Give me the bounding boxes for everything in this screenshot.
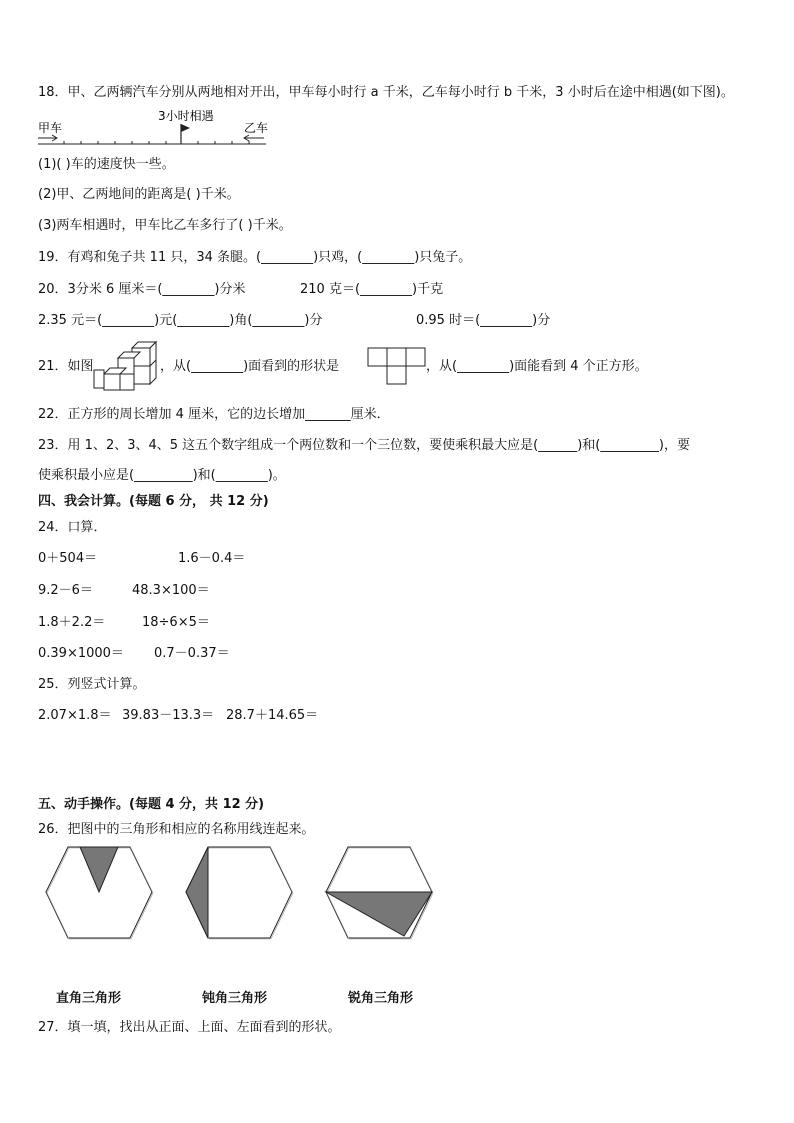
hexagon-figure-2 [184,846,294,940]
oral-calc-item: 1.8＋2.2＝ [38,615,106,630]
section5-title: 五、动手操作。(每题 4 分，共 12 分) [38,797,265,812]
label-obtuse-triangle: 钝角三角形 [202,991,268,1006]
q21-prefix: 21．如图 [38,359,94,374]
q22: 22．正方形的周长增加 4 厘米，它的边长增加_______厘米． [38,407,390,422]
oral-calc-item: 0.7－0.37＝ [154,646,230,661]
hexagon-figure-3 [324,846,434,940]
q20-line1b: 210 克＝(________)千克 [300,282,444,297]
q27: 27．填一填，找出从正面、上面、左面看到的形状。 [38,1020,341,1035]
q21-suffix: ，从(________)面能看到 4 个正方形。 [426,359,648,374]
meet-label: 3小时相遇 [158,109,214,123]
oral-calc-item: 0＋504＝ [38,551,98,566]
car-a-label: 甲车 [38,121,63,135]
q21-middle: ，从(________)面看到的形状是 [160,359,340,374]
oral-calc-item: 18÷6×5＝ [142,615,210,630]
q25-title: 25．列竖式计算。 [38,677,146,692]
vertical-calc-item: 2.07×1.8＝ [38,708,112,723]
q23-line2: 使乘积最小应是(_________)和(________)。 [38,468,286,483]
q18-stem: 18．甲、乙两辆汽车分别从两地相对开出，甲车每小时行 a 千米，乙车每小时行 b 千米，3 小时后在途中相遇(如下图)。 [38,85,734,100]
q20-line2a: 2.35 元＝(________)元(________)角(________)分 [38,313,323,328]
label-right-triangle: 直角三角形 [56,991,122,1006]
q20-line1a: 20．3分米 6 厘米＝(________)分米 [38,282,246,297]
oral-calc-item: 9.2－6＝ [38,583,93,598]
front-view-shape [368,348,426,386]
section4-title: 四、我会计算。(每题 6 分， 共 12 分) [38,494,269,509]
meeting-diagram [38,108,278,150]
label-acute-triangle: 锐角三角形 [348,991,414,1006]
q23-line1: 23．用 1、2、3、4、5 这五个数字组成一个两位数和一个三位数，要使乘积最大应是(______)和(_________)，要 [38,438,690,453]
vertical-calc-item: 39.83－13.3＝ [122,708,215,723]
oral-calc-item: 48.3×100＝ [132,583,210,598]
cube-stack-figure [94,340,158,392]
q26-title: 26．把图中的三角形和相应的名称用线连起来。 [38,822,315,837]
q24-title: 24．口算． [38,520,107,535]
q18-part2: (2)甲、乙两地间的距离是( )千米。 [38,187,240,202]
car-b-label: 乙车 [244,121,269,135]
oral-calc-item: 1.6－0.4＝ [178,551,246,566]
q19: 19．有鸡和兔子共 11 只，34 条腿。(________)只鸡，(________)只兔子。 [38,250,472,265]
hexagon-figure-1 [44,846,154,940]
vertical-calc-item: 28.7＋14.65＝ [226,708,319,723]
q18-part3: (3)两车相遇时，甲车比乙车多行了( )千米。 [38,218,292,233]
q18-part1: (1)( )车的速度快一些。 [38,157,175,172]
oral-calc-item: 0.39×1000＝ [38,646,124,661]
q20-line2b: 0.95 时＝(________)分 [416,313,551,328]
